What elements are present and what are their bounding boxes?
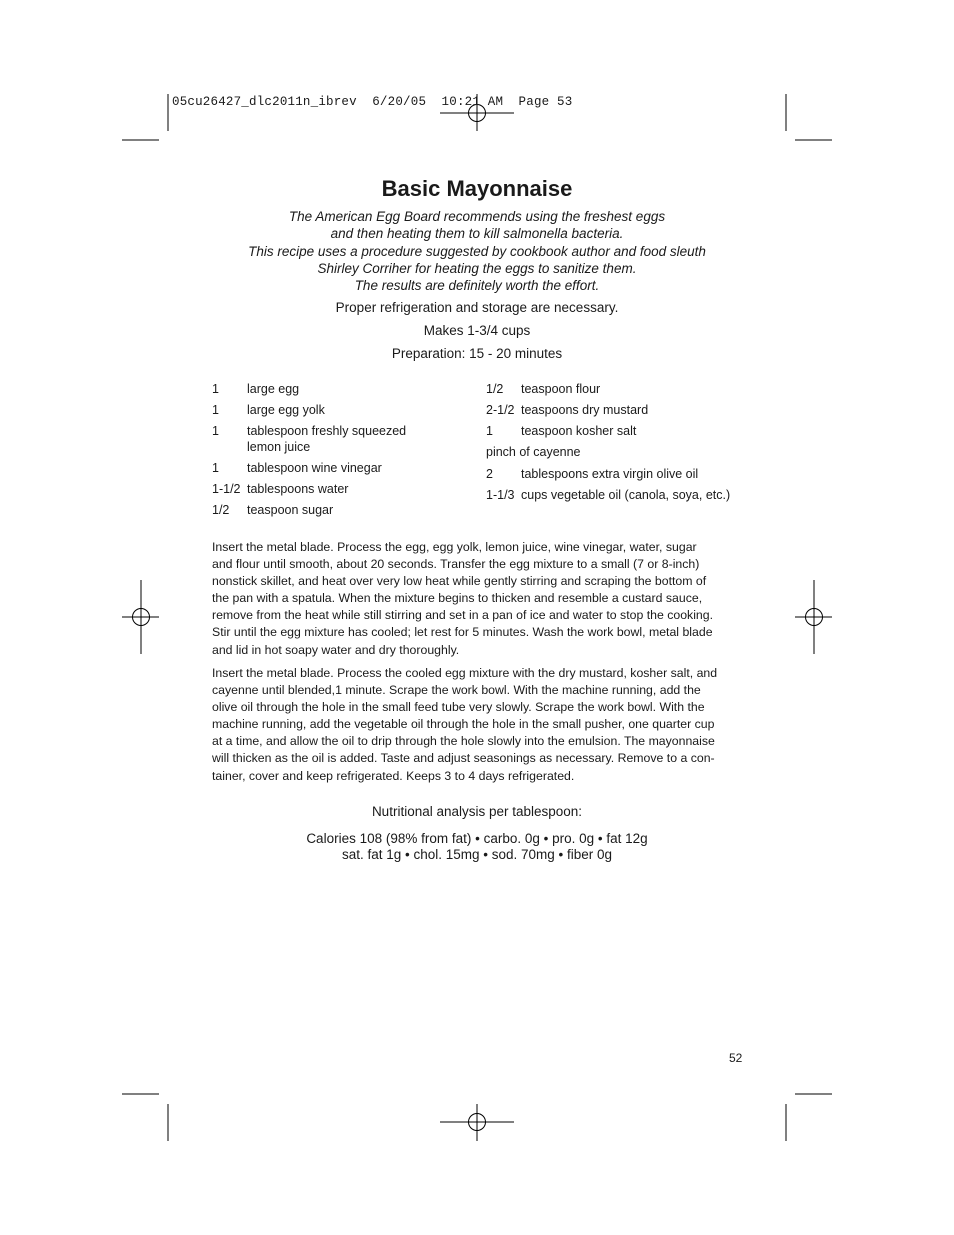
ingredient-item [486,423,756,444]
prep-time: Preparation: 15 - 20 minutes [391,346,563,361]
ingredient-item [212,402,472,423]
ingredient-item [486,402,756,423]
nutrition-line: sat. fat 1g • chol. 15mg • sod. 70mg • fiber 0g [341,847,613,862]
recipe-yield: Makes 1-3/4 cups [423,323,531,338]
recipe-intro [0,208,954,294]
print-slug-line: 05cu26427_dlc2011n_ibrev 6/20/05 10:21 AM Page 53 [172,95,573,109]
ingredient-item [486,381,756,402]
ingredient-qty: 1 [486,424,493,438]
ingredient-desc: teaspoon sugar [247,503,334,517]
nutrition-line: Calories 108 (98% from fat) • carbo. 0g • pro. 0g • fat 12g [306,831,648,846]
ingredients-left-column [212,381,472,523]
intro-line: and then heating them to kill salmonella bacteria. [330,226,624,242]
ingredient-item [486,487,756,508]
ingredient-qty: 1/2 [486,382,504,396]
instruction-line: olive oil through the hole in the small feed tube very slowly. Scrape the work bowl. With the [212,700,705,715]
instruction-line: nonstick skillet, and heat over very low heat while gently stirring and scraping the bottom of [212,574,707,589]
registration-mark-right [795,580,832,654]
instruction-line: the pan with a spatula. When the mixture begins to thicken and resemble a custard sauce, [212,591,703,606]
ingredient-item [212,460,472,481]
ingredient-desc: teaspoon flour [521,382,601,396]
ingredients-right-column [486,381,756,508]
ingredient-item [212,423,472,460]
ingredient-qty: 1-1/2 [212,482,241,496]
instruction-line: cayenne until blended,1 minute. Scrape the work bowl. With the machine running, add the [212,683,701,698]
ingredient-desc: large egg [247,382,300,396]
intro-line: The results are definitely worth the effort. [354,278,600,294]
intro-line: The American Egg Board recommends using the freshest eggs [288,209,666,224]
ingredient-qty: 1 [212,424,219,438]
recipe-title: Basic Mayonnaise [381,176,573,201]
instructions-paragraph-1 [212,539,752,659]
instructions-paragraph-2 [212,665,752,785]
instruction-line: Stir until the egg mixture has cooled; let rest for 5 minutes. Wash the work bowl, metal blade [212,625,713,640]
ingredient-desc: cups vegetable oil (canola, soya, etc.) [521,488,731,502]
registration-mark-bottom [440,1104,514,1141]
instruction-line: remove from the heat while still stirring and set in a pan of ice and water to stop the cooking. [212,608,714,623]
instruction-line: will thicken as the oil is added. Taste and adjust seasonings as necessary. Remove to a con- [212,751,715,766]
instruction-line: and flour until smooth, about 20 seconds. Transfer the egg mixture to a small (7 or 8-inch) [212,557,700,572]
ingredient-desc: tablespoons extra virgin olive oil [521,467,699,481]
ingredient-desc: pinch of cayenne [486,445,581,459]
ingredient-desc: tablespoons water [247,482,349,496]
page-number: 52 [729,1051,743,1065]
ingredient-desc: tablespoon freshly squeezed [247,424,407,438]
ingredient-qty: 2 [486,467,493,481]
intro-line: This recipe uses a procedure suggested by cookbook author and food sleuth [248,243,706,259]
instruction-line: machine running, add the vegetable oil through the hole in the small pusher, one quarter cup [212,717,715,732]
ingredient-qty: 1/2 [212,503,230,517]
instruction-line: Insert the metal blade. Process the cooled egg mixture with the dry mustard, kosher salt, and [212,666,718,680]
nutrition-facts [0,831,954,863]
intro-line: Shirley Corriher for heating the eggs to sanitize them. [317,260,637,276]
ingredient-desc-continued: lemon juice [247,440,311,454]
storage-note: Proper refrigeration and storage are necessary. [335,300,619,315]
ingredient-desc: teaspoons dry mustard [521,403,649,417]
ingredient-qty: 1 [212,382,219,396]
ingredient-desc: large egg yolk [247,403,325,417]
instruction-line: tainer, cover and keep refrigerated. Keeps 3 to 4 days refrigerated. [212,768,575,783]
ingredient-item [486,444,756,466]
instruction-line: Insert the metal blade. Process the egg, egg yolk, lemon juice, wine vinegar, water, sugar [212,540,697,554]
ingredient-qty: 2-1/2 [486,403,515,417]
ingredient-item [212,381,472,402]
ingredient-item [486,466,756,487]
ingredient-qty: 1 [212,403,219,417]
ingredient-desc: tablespoon wine vinegar [247,461,382,475]
ingredient-qty: 1-1/3 [486,488,515,502]
ingredient-item [212,502,472,523]
ingredient-desc: teaspoon kosher salt [521,424,637,438]
instruction-line: and lid in hot soapy water and dry thoroughly. [212,642,460,657]
ingredient-item [212,481,472,502]
nutrition-heading: Nutritional analysis per tablespoon: [371,804,583,819]
instruction-line: at a time, and allow the oil to drip through the hole slowly into the emulsion. The mayonnaise [212,734,715,749]
registration-mark-left [122,580,159,654]
ingredient-qty: 1 [212,461,219,475]
